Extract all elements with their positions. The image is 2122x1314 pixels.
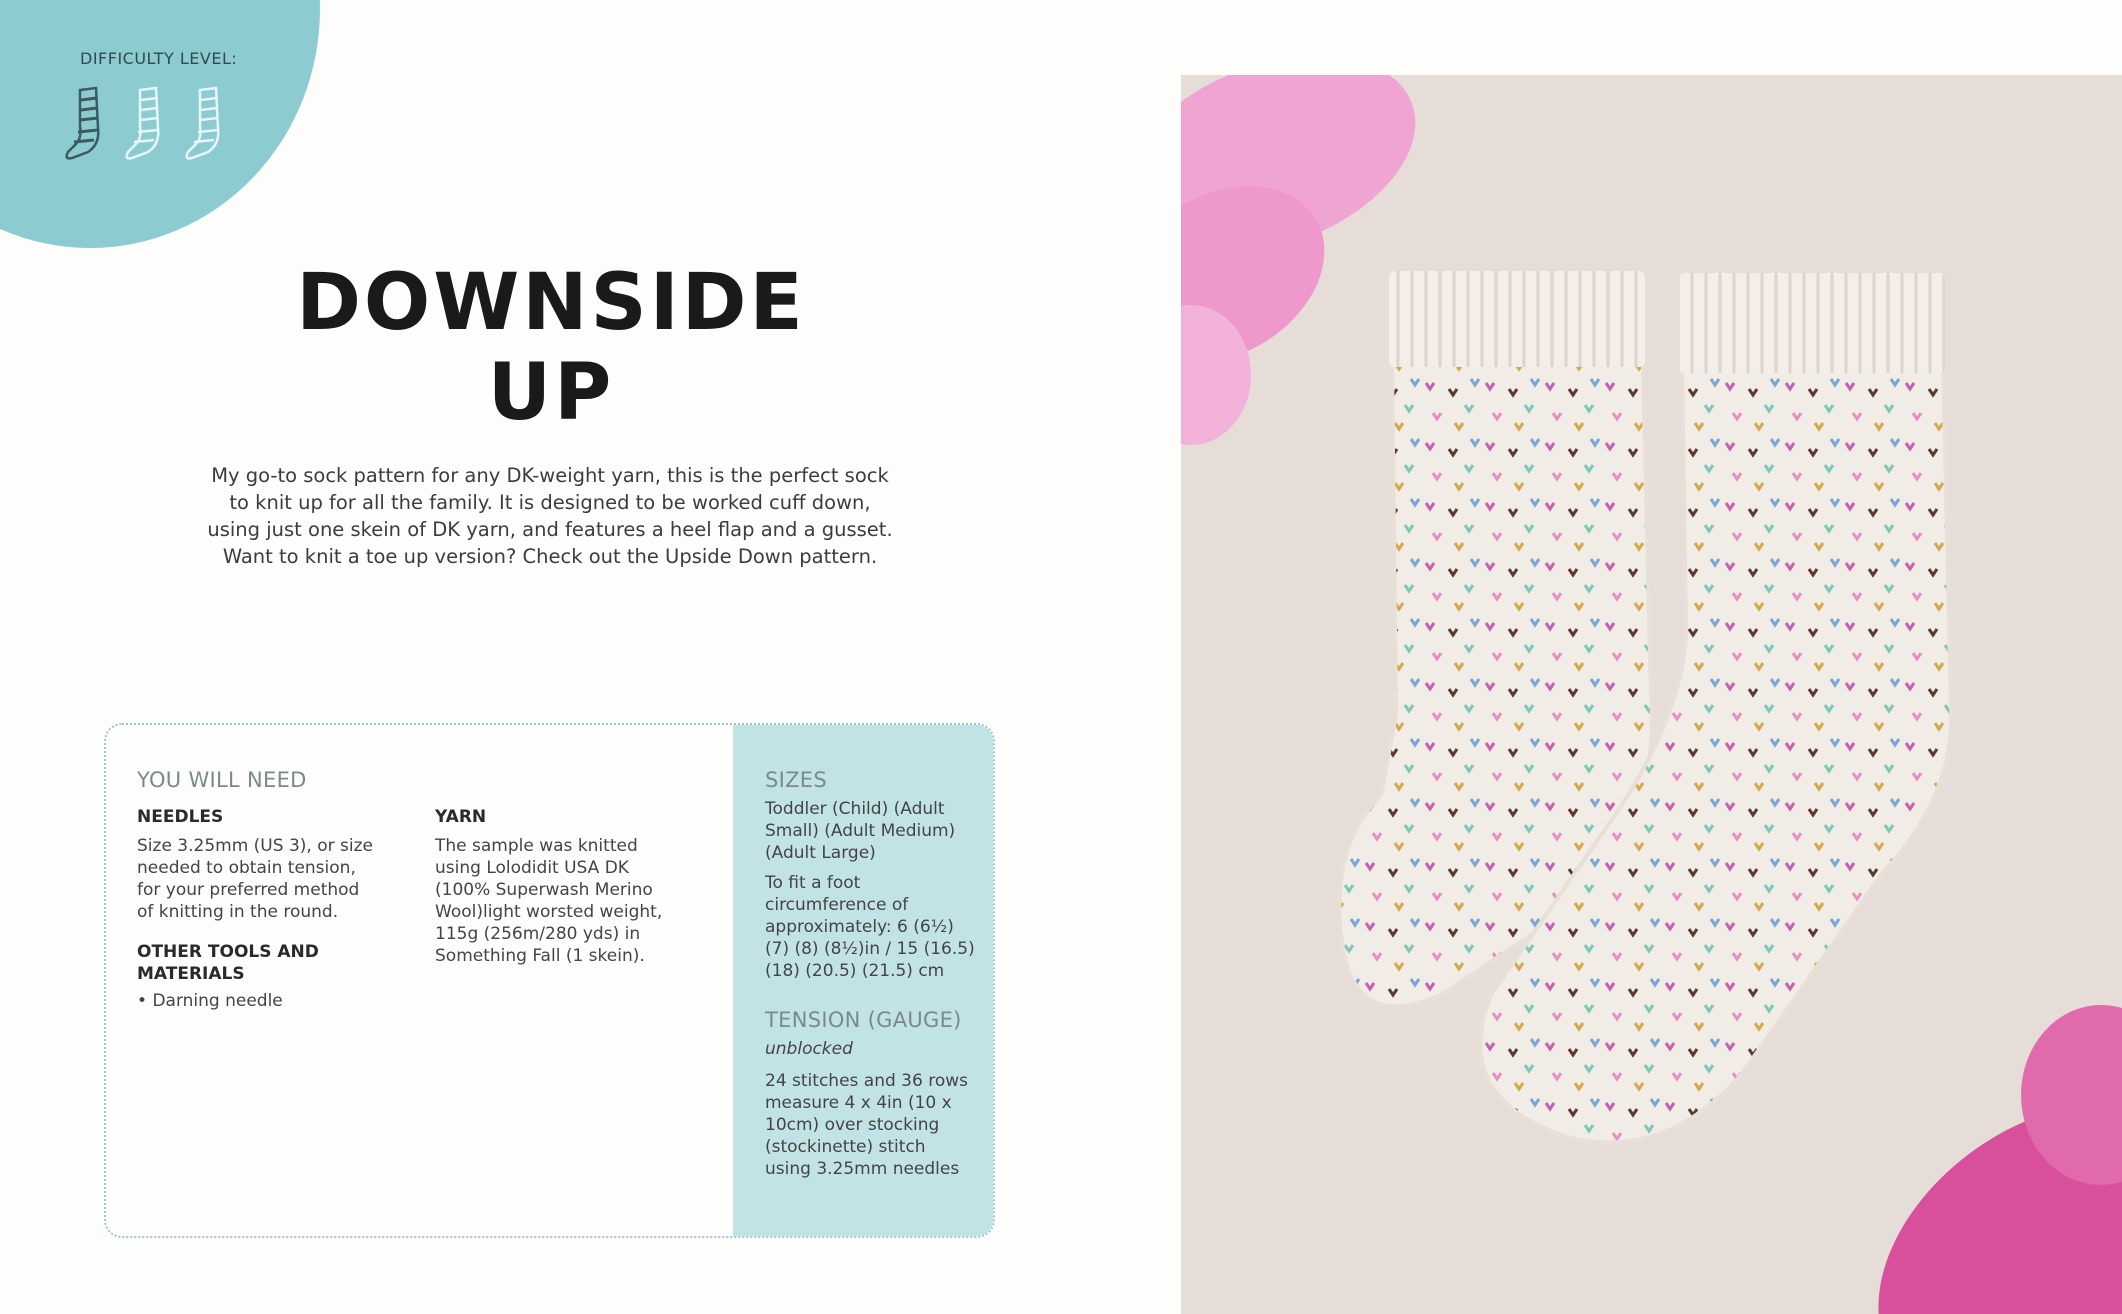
fit-line: circumference of <box>765 895 909 915</box>
needles-heading: NEEDLES <box>137 807 224 827</box>
needles-line: needed to obtain tension, <box>137 858 356 878</box>
materials-panel <box>104 723 995 1238</box>
yarn-line: 115g (256m/280 yds) in <box>435 924 641 944</box>
tension-line: (stockinette) stitch <box>765 1137 926 1157</box>
tension-heading: TENSION (GAUGE) <box>765 1008 962 1032</box>
sock-icon-outline <box>187 88 219 158</box>
other-tools-heading-line: MATERIALS <box>137 964 245 984</box>
sizes-text <box>765 798 955 864</box>
needles-line: for your preferred method <box>137 880 360 900</box>
tension-text <box>765 1070 968 1180</box>
socks-photo-illustration <box>1181 75 2122 1314</box>
tension-subheading: unblocked <box>765 1039 853 1059</box>
yarn-line: (100% Superwash Merino <box>435 880 653 900</box>
page-title-line-1: DOWNSIDE <box>296 258 806 348</box>
needles-line: of knitting in the round. <box>137 902 339 922</box>
sock-icon-outline <box>127 88 159 158</box>
other-tools-heading <box>137 941 319 985</box>
other-tools-item <box>137 990 283 1012</box>
fit-line: To fit a foot <box>765 873 861 893</box>
intro-line: to knit up for all the family. It is designed to be worked cuff down, <box>229 491 871 514</box>
you-will-need-heading: YOU WILL NEED <box>137 768 307 792</box>
sizes-line: (Adult Large) <box>765 843 876 863</box>
intro-line: using just one skein of DK yarn, and features a heel flap and a gusset. <box>207 518 893 541</box>
yarn-heading: YARN <box>435 807 487 827</box>
sizes-heading: SIZES <box>765 768 828 792</box>
needles-line: Size 3.25mm (US 3), or size <box>137 836 373 856</box>
sizes-line: Small) (Adult Medium) <box>765 821 956 841</box>
fit-line: (18) (20.5) (21.5) cm <box>765 961 945 981</box>
intro-line: Want to knit a toe up version? Check out the Upside Down pattern. <box>222 545 878 568</box>
sizes-line: Toddler (Child) (Adult <box>765 799 945 819</box>
fit-line: (7) (8) (8½)in / 15 (16.5) <box>765 939 975 959</box>
intro-line: My go-to sock pattern for any DK-weight yarn, this is the perfect sock <box>211 464 889 487</box>
yarn-text <box>435 835 662 967</box>
other-tools-heading-line: OTHER TOOLS AND <box>137 942 319 962</box>
other-tools-item-label: Darning needle <box>152 991 283 1011</box>
yarn-line: using Lolodidit USA DK <box>435 858 629 878</box>
socks-photo <box>1181 75 2122 1314</box>
difficulty-label: DIFFICULTY LEVEL: <box>80 49 238 68</box>
page-title-line-2: UP <box>487 348 615 438</box>
sock-icon-filled <box>67 88 99 158</box>
bullet: • <box>137 991 148 1011</box>
tension-line: measure 4 x 4in (10 x <box>765 1093 952 1113</box>
yarn-line: Wool)light worsted weight, <box>435 902 663 922</box>
fit-text <box>765 872 975 982</box>
yarn-line: Something Fall (1 skein). <box>435 946 645 966</box>
tension-line: using 3.25mm needles <box>765 1159 960 1179</box>
fit-line: approximately: 6 (6½) <box>765 917 954 937</box>
needles-text <box>137 835 373 923</box>
difficulty-sock-icons <box>62 84 252 164</box>
tension-line: 24 stitches and 36 rows <box>765 1071 968 1091</box>
intro-paragraph <box>200 462 900 570</box>
tension-line: 10cm) over stocking <box>765 1115 940 1135</box>
yarn-line: The sample was knitted <box>435 836 638 856</box>
